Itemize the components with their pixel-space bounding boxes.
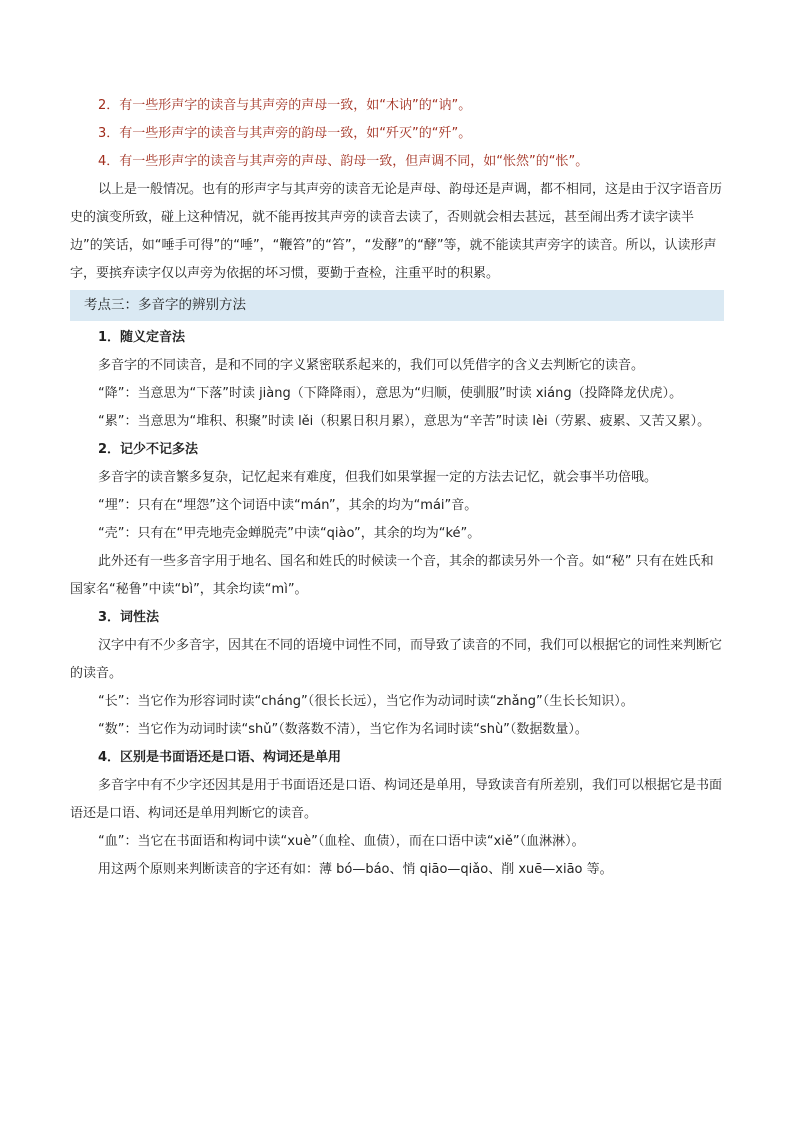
general-paragraph: 以上是一般情况。也有的形声字与其声旁的读音无论是声母、韵母还是声调，都不相同，这是由于汉字语音历史的演变所致，碰上这种情况，就不能再按其声旁的读音去读了，否则就会相去甚远，甚至闹出秀才读字读半边”的笑话，如“唾手可得”的“唾”，“鞭笞”的“笞”，“发酵”的“酵”等，就不能读其声旁字的读音。所以，认读形声字，要摈弃读字仅以声旁为依据的坏习惯，要勤于查检，注重平时的积累。 [70, 182, 723, 281]
section-header-band [70, 290, 724, 321]
section-title: 考点三：多音字的辨别方法 [84, 297, 246, 313]
document-page [70, 92, 724, 884]
method-3-heading: 3．词性法 [98, 610, 160, 625]
method-3-example-1: “长”：当它作为形容词时读“cháng”（很长长远），当它作为动词时读“zhǎng”（生长长知识）。 [98, 694, 634, 709]
method-2-example-2: “壳”：只有在“甲壳地壳金蝉脱壳”中读“qiào”，其余的均为“ké”。 [98, 526, 481, 541]
method-4-example-1: “血”：当它在书面语和构词中读“xuè”（血栓、血债），而在口语中读“xiě”（血淋淋）。 [98, 834, 585, 849]
method-1-example-1: “降”：当意思为“下落”时读 jiàng（下降降雨），意思为“归顺，使驯服”时读 xiáng（投降降龙伏虎）。 [98, 386, 683, 401]
method-3-intro: 汉字中有不少多音字，因其在不同的语境中词性不同，而导致了读音的不同，我们可以根据它的词性来判断它的读音。 [70, 638, 723, 681]
method-1-heading: 1．随义定音法 [98, 330, 186, 345]
method-2-example-3: 此外还有一些多音字用于地名、国名和姓氏的时候读一个音，其余的都读另外一个音。如“秘” 只有在姓氏和国家名“秘鲁”中读“bì”，其余均读“mì”。 [70, 554, 714, 597]
method-2-intro: 多音字的读音繁多复杂，记忆起来有难度，但我们如果掌握一定的方法去记忆，就会事半功倍哦。 [98, 470, 658, 485]
list-item-3: 3．有一些形声字的读音与其声旁的韵母一致，如“歼灭”的“歼”。 [98, 126, 472, 141]
method-1-example-2: “累”：当意思为“堆积、积聚”时读 lěi（积累日积月累），意思为“辛苦”时读 lèi（劳累、疲累、又苦又累）。 [98, 414, 711, 429]
method-2-heading: 2．记少不记多法 [98, 442, 199, 457]
method-3-example-2: “数”：当它作为动词时读“shǔ”（数落数不清），当它作为名词时读“shù”（数据数量）。 [98, 722, 588, 737]
method-1-intro: 多音字的不同读音，是和不同的字义紧密联系起来的，我们可以凭借字的含义去判断它的读音。 [98, 358, 645, 373]
method-4-heading: 4．区别是书面语还是口语、构词还是单用 [98, 750, 342, 765]
list-item-4: 4．有一些形声字的读音与其声旁的声母、韵母一致，但声调不同，如“怅然”的“怅”。 [98, 154, 589, 169]
method-4-example-2: 用这两个原则来判断读音的字还有如：薄 bó—báo、悄 qiāo—qiǎo、削 xuē—xiāo 等。 [98, 862, 613, 877]
method-2-example-1: “埋”：只有在“埋怨”这个词语中读“mán”，其余的均为“mái”音。 [98, 498, 478, 513]
method-4-intro: 多音字中有不少字还因其是用于书面语还是口语、构词还是单用，导致读音有所差别，我们可以根据它是书面语还是口语、构词还是单用判断它的读音。 [70, 778, 723, 821]
list-item-2: 2．有一些形声字的读音与其声旁的声母一致，如“木讷”的“讷”。 [98, 98, 472, 113]
